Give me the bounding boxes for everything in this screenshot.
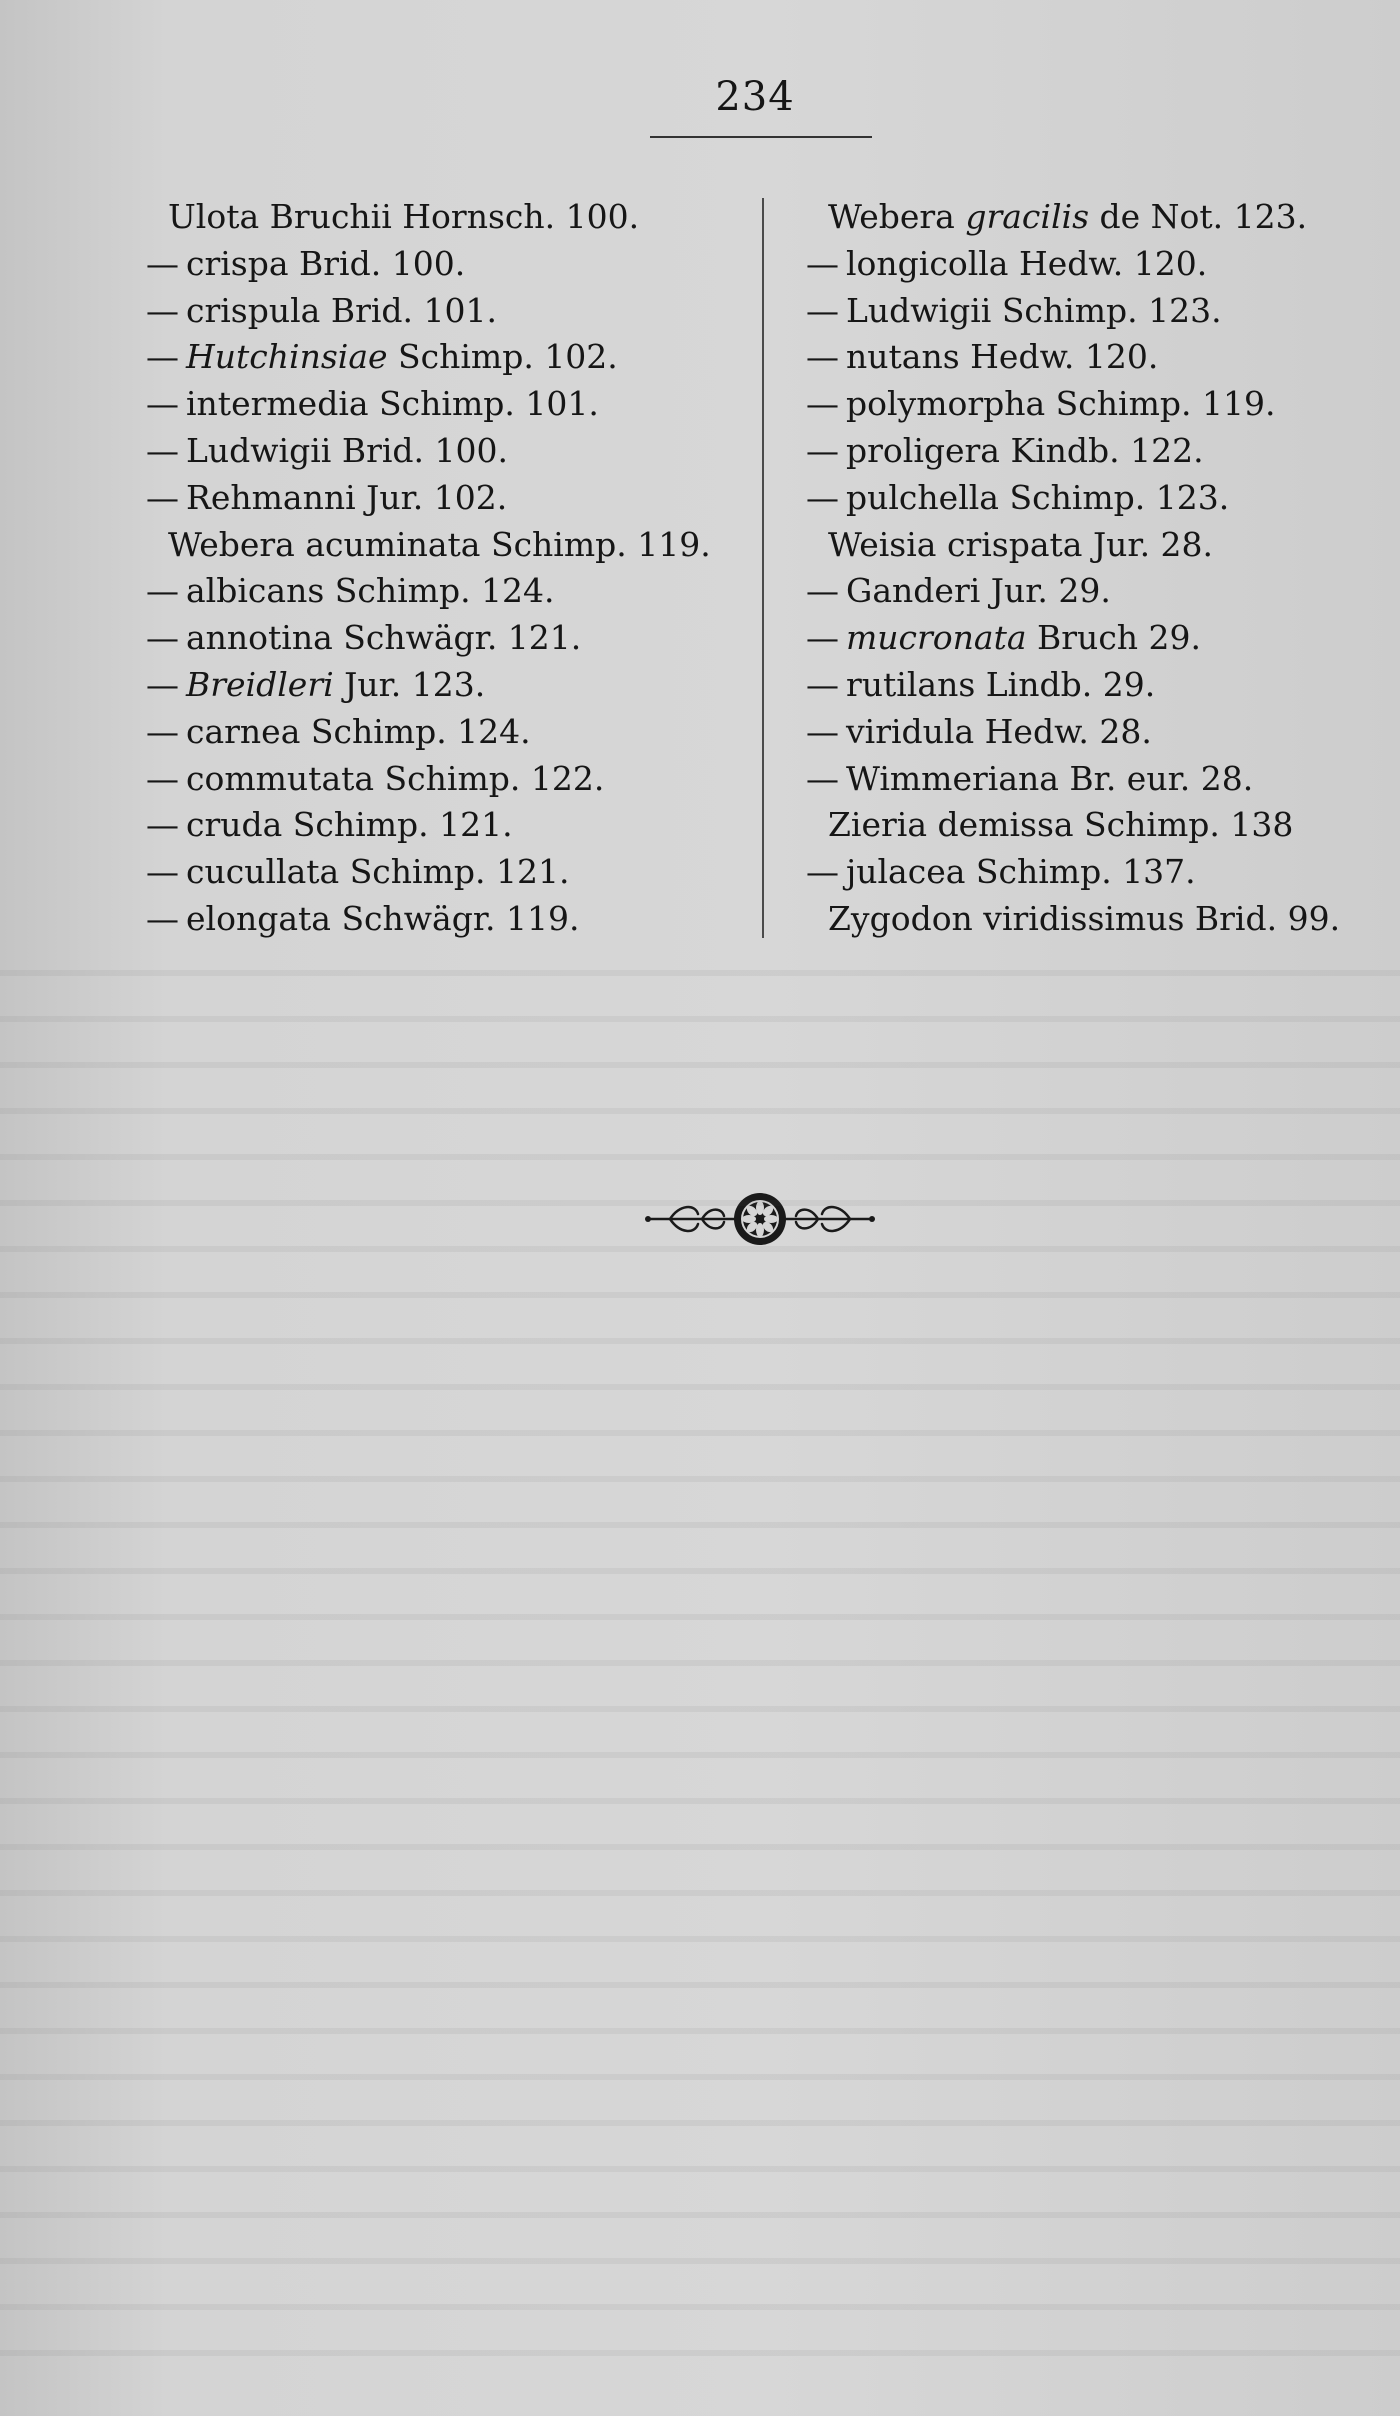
entry-dash: — [806, 477, 839, 517]
entry-name: Rehmanni [186, 477, 356, 517]
entry-author: Schimp. 102. [387, 337, 618, 377]
entry-dash: — [146, 571, 179, 611]
page-number: 234 [715, 74, 795, 120]
column-divider-rule [762, 198, 764, 938]
entry-author: Schimp. 119. [1045, 384, 1276, 424]
entry-dash: — [146, 477, 179, 517]
index-entry [788, 475, 1340, 522]
index-entry [788, 802, 1340, 849]
index-entry [788, 241, 1340, 288]
entry-name: cruda [186, 805, 283, 845]
entry-author: Jur. 123. [333, 664, 486, 704]
entry-dash: — [146, 805, 179, 845]
entry-name: longicolla [846, 243, 1009, 283]
entry-author: Br. eur. 28. [1058, 758, 1254, 798]
entry-dash: — [146, 618, 179, 658]
entry-name: crispula [186, 290, 321, 330]
entry-name: elongata [186, 898, 331, 938]
index-entry [128, 709, 711, 756]
index-entry [128, 849, 711, 896]
entry-name: Webera acuminata [168, 524, 481, 564]
entry-dash: — [146, 711, 179, 751]
entry-name: julacea [846, 852, 966, 892]
entry-author: Kindb. 122. [999, 430, 1204, 470]
index-entry [128, 756, 711, 803]
entry-author: Bruch 29. [1026, 618, 1202, 658]
entry-name: Ludwigii [846, 290, 992, 330]
entry-name: crispa [186, 243, 289, 283]
entry-author: Hedw. 28. [974, 711, 1152, 751]
entry-author: Brid. 100. [288, 243, 466, 283]
entry-author: Schimp. 137. [965, 852, 1196, 892]
entry-name-italic: Hutchinsiae [186, 337, 388, 377]
index-entry [788, 568, 1340, 615]
entry-author: de Not. 123. [1089, 197, 1308, 236]
entry-dash: — [806, 430, 839, 470]
entry-dash: — [806, 618, 839, 658]
entry-dash: — [146, 664, 179, 704]
index-column-right [788, 194, 1340, 943]
index-entry [128, 381, 711, 428]
entry-name: Zieria demissa [828, 805, 1074, 845]
entry-author: Schimp. 123. [991, 290, 1222, 330]
index-entry [788, 615, 1340, 662]
entry-name: Zygodon viridissimus [828, 898, 1185, 938]
entry-author: Hornsch. 100. [391, 197, 640, 236]
index-column-left [128, 194, 711, 943]
index-entry [788, 849, 1340, 896]
index-entry [788, 288, 1340, 335]
floral-rosette-ornament-icon [640, 1184, 880, 1254]
entry-dash: — [146, 384, 179, 424]
entry-dash: — [806, 852, 839, 892]
entry-author: Schimp. 124. [300, 711, 531, 751]
index-entry [128, 475, 711, 522]
index-entry [128, 896, 711, 943]
entry-author: Hedw. 120. [1008, 243, 1208, 283]
entry-dash: — [146, 243, 179, 283]
entry-dash: — [146, 898, 179, 938]
entry-author: Schimp. 123. [998, 477, 1230, 517]
entry-author: Schimp. 124. [324, 571, 555, 611]
entry-name: carnea [186, 711, 301, 751]
index-entry [788, 522, 1340, 569]
entry-name: proligera [846, 430, 1000, 470]
entry-name: Webera [828, 197, 966, 236]
entry-name: rutilans [846, 664, 976, 704]
entry-name: Ulota Bruchii [168, 197, 392, 236]
entry-author: Schimp. 138 [1073, 805, 1294, 845]
entry-name: Ludwigii [186, 430, 332, 470]
index-entry [788, 709, 1340, 756]
entry-author: Schimp. 101. [368, 384, 599, 424]
entry-dash: — [806, 384, 839, 424]
index-entry [128, 428, 711, 475]
index-entry [788, 428, 1340, 475]
entry-author: Jur. 28. [1082, 524, 1214, 564]
entry-dash: — [806, 664, 839, 704]
entry-name: polymorpha [846, 384, 1046, 424]
entry-author: Schimp. 121. [339, 852, 570, 892]
entry-name: commutata [186, 758, 375, 798]
index-entry [788, 334, 1340, 381]
index-entry [788, 896, 1340, 943]
entry-name-italic: Breidleri [186, 664, 334, 704]
entry-name: albicans [186, 571, 325, 611]
entry-author: Schimp. 119. [480, 524, 711, 564]
index-entry [788, 194, 1340, 241]
index-entry [788, 662, 1340, 709]
header-rule [650, 136, 872, 138]
index-entry [128, 802, 711, 849]
index-entry [788, 756, 1340, 803]
entry-name-italic: mucronata [846, 618, 1027, 658]
entry-dash: — [146, 430, 179, 470]
entry-dash: — [806, 571, 839, 611]
entry-author: Schwägr. 121. [332, 618, 582, 658]
entry-name: viridula [846, 711, 975, 751]
entry-dash: — [146, 758, 179, 798]
entry-author: Schimp. 121. [282, 805, 513, 845]
entry-author: Brid. 101. [320, 290, 498, 330]
entry-dash: — [806, 243, 839, 283]
index-entry [788, 381, 1340, 428]
entry-author: Jur. 29. [980, 571, 1111, 611]
entry-dash: — [146, 290, 179, 330]
entry-name-italic: gracilis [965, 197, 1090, 236]
entry-author: Lindb. 29. [975, 664, 1156, 704]
entry-dash: — [146, 337, 179, 377]
entry-name: pulchella [846, 477, 999, 517]
entry-name: nutans [846, 337, 960, 377]
entry-dash: — [806, 711, 839, 751]
entry-name: Weisia crispata [828, 524, 1083, 564]
index-entry [128, 334, 711, 381]
entry-name: Ganderi [846, 571, 981, 611]
index-entry [128, 522, 711, 569]
entry-author: Brid. 99. [1184, 898, 1341, 938]
index-entry [128, 241, 711, 288]
entry-author: Hedw. 120. [959, 337, 1159, 377]
entry-dash: — [146, 852, 179, 892]
entry-author: Schwägr. 119. [330, 898, 580, 938]
index-entry [128, 288, 711, 335]
entry-author: Jur. 102. [355, 477, 508, 517]
entry-name: intermedia [186, 384, 369, 424]
entry-dash: — [806, 290, 839, 330]
index-entry [128, 615, 711, 662]
entry-dash: — [806, 337, 839, 377]
index-entry [128, 194, 711, 241]
index-entry [128, 662, 711, 709]
entry-author: Schimp. 122. [374, 758, 605, 798]
entry-author: Brid. 100. [331, 430, 508, 470]
entry-name: annotina [186, 618, 333, 658]
entry-name: cucullata [186, 852, 340, 892]
show-through-texture [0, 940, 1400, 2360]
entry-name: Wimmeriana [846, 758, 1059, 798]
index-entry [128, 568, 711, 615]
entry-dash: — [806, 758, 839, 798]
